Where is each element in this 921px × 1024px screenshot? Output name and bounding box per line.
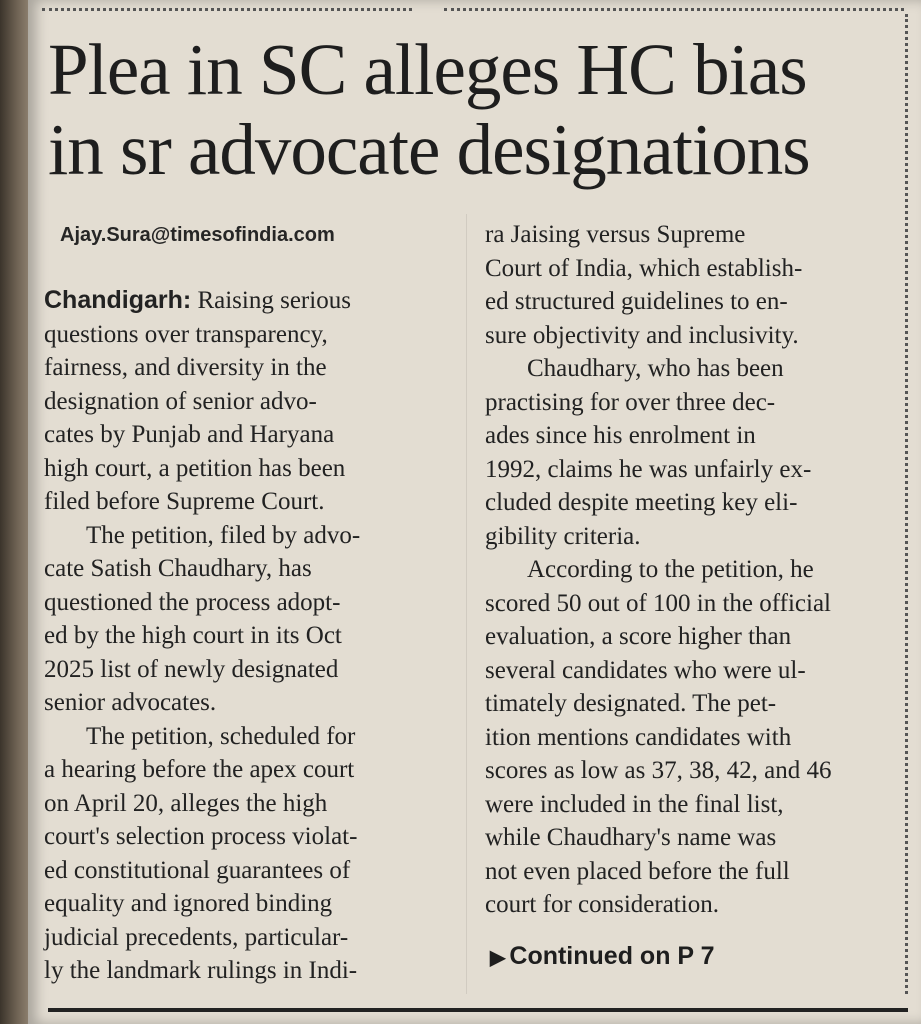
text-line: court for consideration. — [485, 891, 719, 918]
text-line: ed constitutional guarantees of — [44, 856, 351, 884]
text-line: filed before Supreme Court. — [44, 488, 325, 515]
text-line: court's selection process violat- — [44, 823, 358, 850]
text-line: high court, a petition has been — [44, 454, 346, 482]
text-line: cluded despite meeting key eli- — [485, 489, 798, 516]
text-line: on April 20, alleges the high — [44, 789, 328, 817]
text-line: ed by the high court in its Oct — [44, 622, 342, 649]
dotted-border-right — [905, 14, 908, 994]
text-line: judicial precedents, particular- — [44, 923, 349, 951]
article-column-left — [44, 284, 442, 988]
text-line: not even placed before the full — [485, 857, 790, 885]
text-line: ra Jaising versus Supreme — [485, 221, 746, 248]
text-line: several candidates who were ul- — [485, 656, 806, 684]
dotted-border-top-right — [444, 8, 904, 11]
continued-note — [490, 942, 714, 971]
text-line: 2025 list of newly designated — [44, 655, 339, 683]
text-line: equality and ignored binding — [44, 890, 333, 917]
text-line: The petition, filed by advo- — [86, 521, 361, 549]
text-line: fairness, and diversity in the — [44, 354, 327, 381]
text-line: questioned the process adopt- — [44, 588, 341, 616]
text-line: timately designated. The pet- — [485, 690, 777, 717]
text-line: were included in the final list, — [485, 790, 784, 818]
text-line: a hearing before the apex court — [44, 756, 355, 783]
text-line: practising for over three dec- — [485, 388, 776, 416]
dateline: Chandigarh: — [44, 286, 192, 314]
text-line: Court of India, which establish- — [485, 254, 803, 282]
column-gutter — [466, 214, 467, 994]
text-line: Chaudhary, who has been — [527, 355, 784, 382]
text-line: ed structured guidelines to en- — [485, 288, 788, 315]
headline-line-2: in sr advocate designations — [48, 109, 810, 190]
text-line: cates by Punjab and Haryana — [44, 421, 335, 448]
byline: Ajay.Sura@timesofindia.com — [60, 224, 335, 246]
text-line: 1992, claims he was unfairly ex- — [485, 455, 812, 483]
text-line: According to the petition, he — [527, 556, 814, 583]
triangle-arrow-icon: ▶ — [490, 947, 506, 969]
text-line: sure objectivity and inclusivity. — [485, 321, 799, 349]
text-line: The petition, scheduled for — [86, 722, 356, 750]
bottom-rule — [48, 1008, 908, 1012]
page-edge — [0, 0, 28, 1024]
text-line: scores as low as 37, 38, 42, and 46 — [485, 757, 832, 784]
text-line: Chandigarh: Raising serious — [44, 286, 351, 314]
text-line: ly the landmark rulings in Indi- — [44, 957, 358, 984]
text-line: scored 50 out of 100 in the official — [485, 589, 831, 617]
text-line: evaluation, a score higher than — [485, 623, 792, 650]
article-column-right — [485, 218, 877, 922]
dotted-border-top-left — [42, 8, 412, 11]
continued-label: Continued on P 7 — [509, 942, 715, 970]
text-line: while Chaudhary's name was — [485, 824, 777, 851]
text-line: ition mentions candidates with — [485, 723, 792, 751]
text-line: ades since his enrolment in — [485, 422, 756, 449]
headline — [48, 30, 888, 190]
text-line: senior advocates. — [44, 689, 217, 716]
text-line: gibility criteria. — [485, 522, 641, 550]
headline-line-1: Plea in SC alleges HC bias — [48, 29, 807, 110]
text-line: cate Satish Chaudhary, has — [44, 555, 312, 582]
text-line: designation of senior advo- — [44, 387, 317, 415]
text-line: questions over transparency, — [44, 320, 328, 348]
